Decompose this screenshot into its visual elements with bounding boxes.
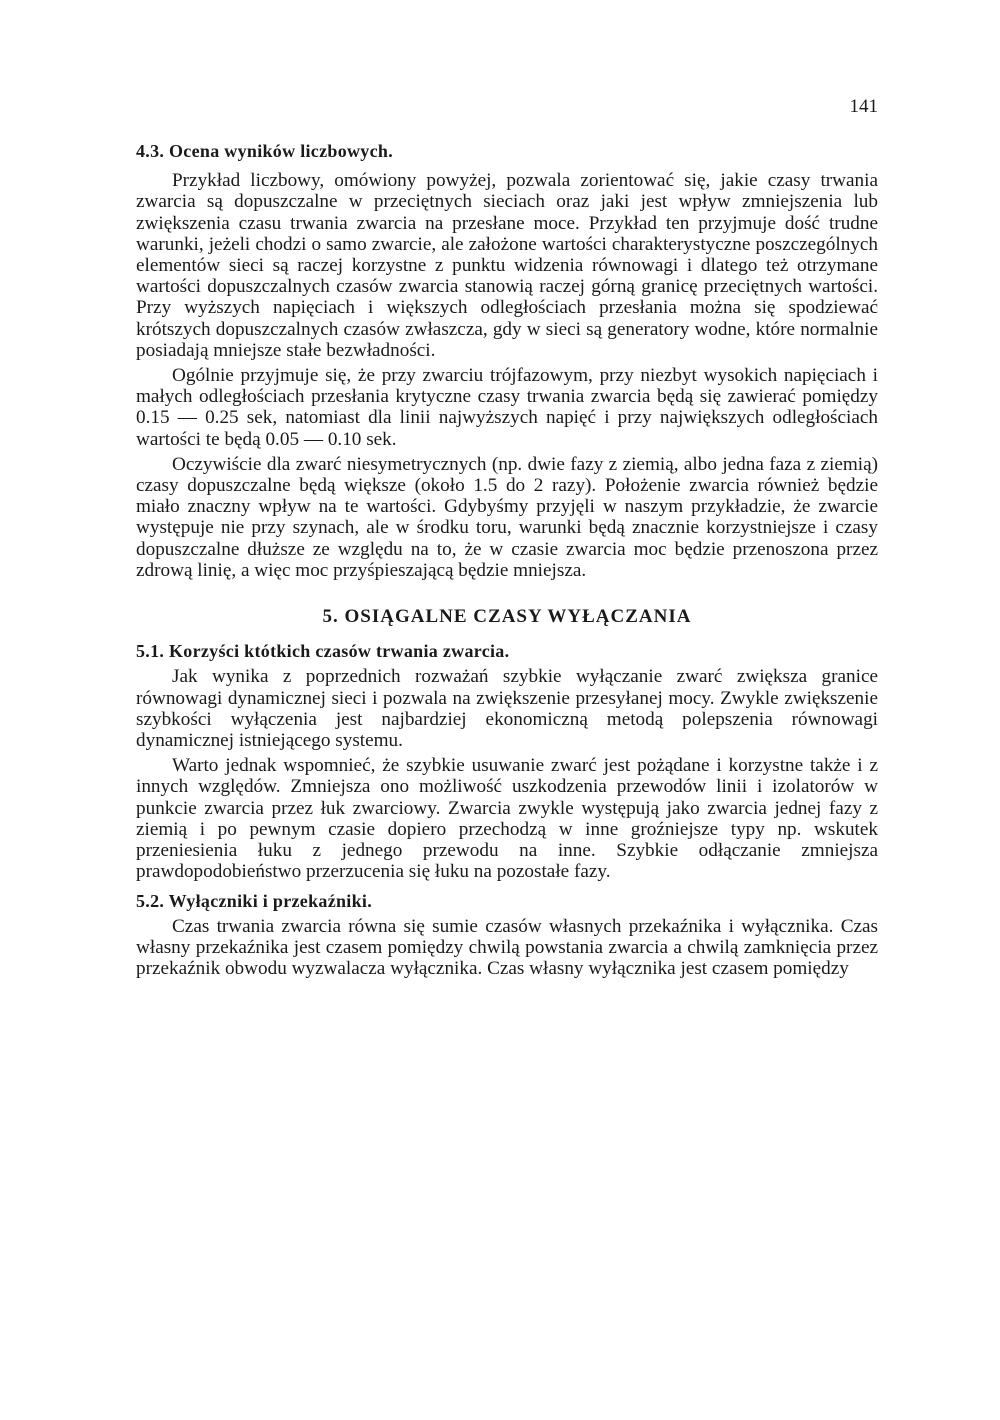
section-heading-5-1: 5.1. Korzyści któtkich czasów trwania zwarcia. (136, 641, 510, 662)
paragraph: Czas trwania zwarcia równa się sumie czasów własnych przekaźnika i wyłącznika. Czas własny przekaźnika jest czasem pomiędzy chwilą powstania zwarcia a chwilą zamknięcia przez przekaźnik obwodu wyzwalacza wyłącznika. Czas własny wyłącznika jest czasem pomiędzy (136, 915, 878, 980)
paragraph: Warto jednak wspomnieć, że szybkie usuwanie zwarć jest pożądane i korzystne także i z innych względów. Zmniejsza ono możliwość uszkodzenia przewodów linii i izolatorów w punkcie zwarcia przez łuk zwarciowy. Zwarcia zwykle występują jako zwarcia jednej fazy z ziemią i po pewnym czasie dopiero przechodzą w inne groźniejsze typy np. wskutek przeniesienia łuku z jednego przewodu na inne. Szybkie odłączanie zmniejsza prawdopodobieństwo przerzucenia się łuku na pozostałe fazy. (136, 755, 878, 883)
paragraph: Jak wynika z poprzednich rozważań szybkie wyłączanie zwarć zwiększa granice równowagi dynamicznej sieci i pozwala na zwiększenie przesyłanej mocy. Zwykle zwiększenie szybkości wyłączenia jest najbardziej ekonomiczną metodą polepszenia równowagi dynamicznej istniejącego systemu. (136, 666, 878, 752)
page-number: 141 (849, 96, 878, 117)
document-page (136, 96, 878, 979)
paragraph: Ogólnie przyjmuje się, że przy zwarciu trójfazowym, przy niezbyt wysokich napięciach i małych odległościach przesłania krytyczne czasy trwania zwarcia będą się zawierać pomiędzy 0.15 — 0.25 sek, natomiast dla linii najwyższych napięć i przy największych odległościach wartości te będą 0.05 — 0.10 sek. (136, 365, 878, 450)
paragraph: Oczywiście dla zwarć niesymetrycznych (np. dwie fazy z ziemią, albo jedna faza z ziemią) czasy dopuszczalne będą większe (około 1.5 do 2 razy). Położenie zwarcia również będzie miało znaczny wpływ na te wartości. Gdybyśmy przyjęli w naszym przykładzie, że zwarcie występuje nie przy szynach, ale w środku toru, warunki będą znacznie korzystniejsze i czasy dopuszczalne dłuższe ze względu na to, że w czasie zwarcia moc będzie przenoszona przez zdrową linię, a więc moc przyśpieszającą będzie mniejsza. (136, 453, 878, 581)
section-heading-4-3: 4.3. Ocena wyników liczbowych. (136, 141, 394, 161)
chapter-title: 5. OSIĄGALNE CZASY WYŁĄCZANIA (322, 606, 692, 628)
paragraph: Przykład liczbowy, omówiony powyżej, pozwala zorientować się, jakie czasy trwania zwarcia są dopuszczalne w przeciętnych sieciach oraz jaki jest wpływ zmniejszenia lub zwiększenia czasu trwania zwarcia na przesłane moce. Przykład ten przyjmuje dość trudne warunki, jeżeli chodzi o samo zwarcie, ale założone wartości charakterystyczne poszczególnych elementów sieci są raczej korzystne z punktu widzenia równowagi i dlatego też otrzymane wartości dopuszczalnych czasów zwarcia stanowią raczej górną granicę przeciętnych wartości. Przy wyższych napięciach i większych odległościach przesłania można się spodziewać krótszych dopuszczalnych czasów zwłaszcza, gdy w sieci są generatory wodne, które normalnie posiadają mniejsze stałe bezwładności. (136, 170, 878, 361)
section-heading-5-2: 5.2. Wyłączniki i przekaźniki. (136, 890, 373, 911)
